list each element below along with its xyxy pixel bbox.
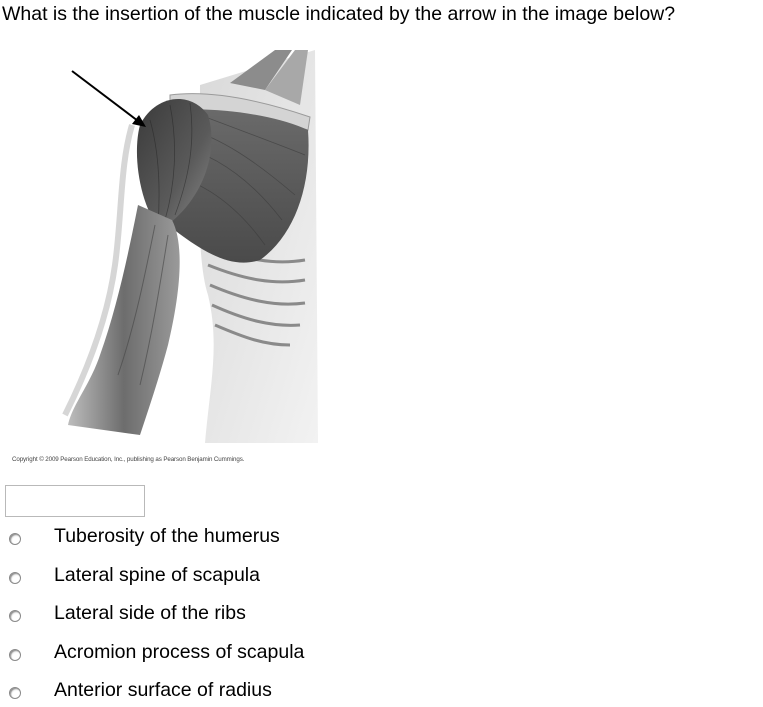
option-lateral-side-of-ribs[interactable] xyxy=(0,596,400,630)
radio-button[interactable] xyxy=(9,649,21,661)
option-label: Anterior surface of radius xyxy=(54,679,272,701)
option-acromion-process-of-scapula[interactable] xyxy=(0,635,400,669)
option-anterior-surface-of-radius[interactable] xyxy=(0,673,400,707)
arm-shoulder-muscle-illustration-icon xyxy=(60,45,322,445)
option-label: Lateral side of the ribs xyxy=(54,602,246,624)
option-label: Lateral spine of scapula xyxy=(54,564,260,586)
radio-button[interactable] xyxy=(9,533,21,545)
muscle-illustration xyxy=(60,45,322,445)
option-tuberosity-of-humerus[interactable] xyxy=(0,519,400,553)
radio-button[interactable] xyxy=(9,572,21,584)
copyright-text: Copyright © 2009 Pearson Education, Inc., publishing as Pearson Benjamin Cummings. xyxy=(12,456,245,463)
option-lateral-spine-of-scapula[interactable] xyxy=(0,558,400,592)
question-text: What is the insertion of the muscle indicated by the arrow in the image below? xyxy=(2,3,676,25)
option-label: Tuberosity of the humerus xyxy=(54,525,280,547)
radio-button[interactable] xyxy=(9,610,21,622)
answer-input[interactable] xyxy=(5,485,145,517)
option-label: Acromion process of scapula xyxy=(54,641,305,663)
radio-button[interactable] xyxy=(9,687,21,699)
